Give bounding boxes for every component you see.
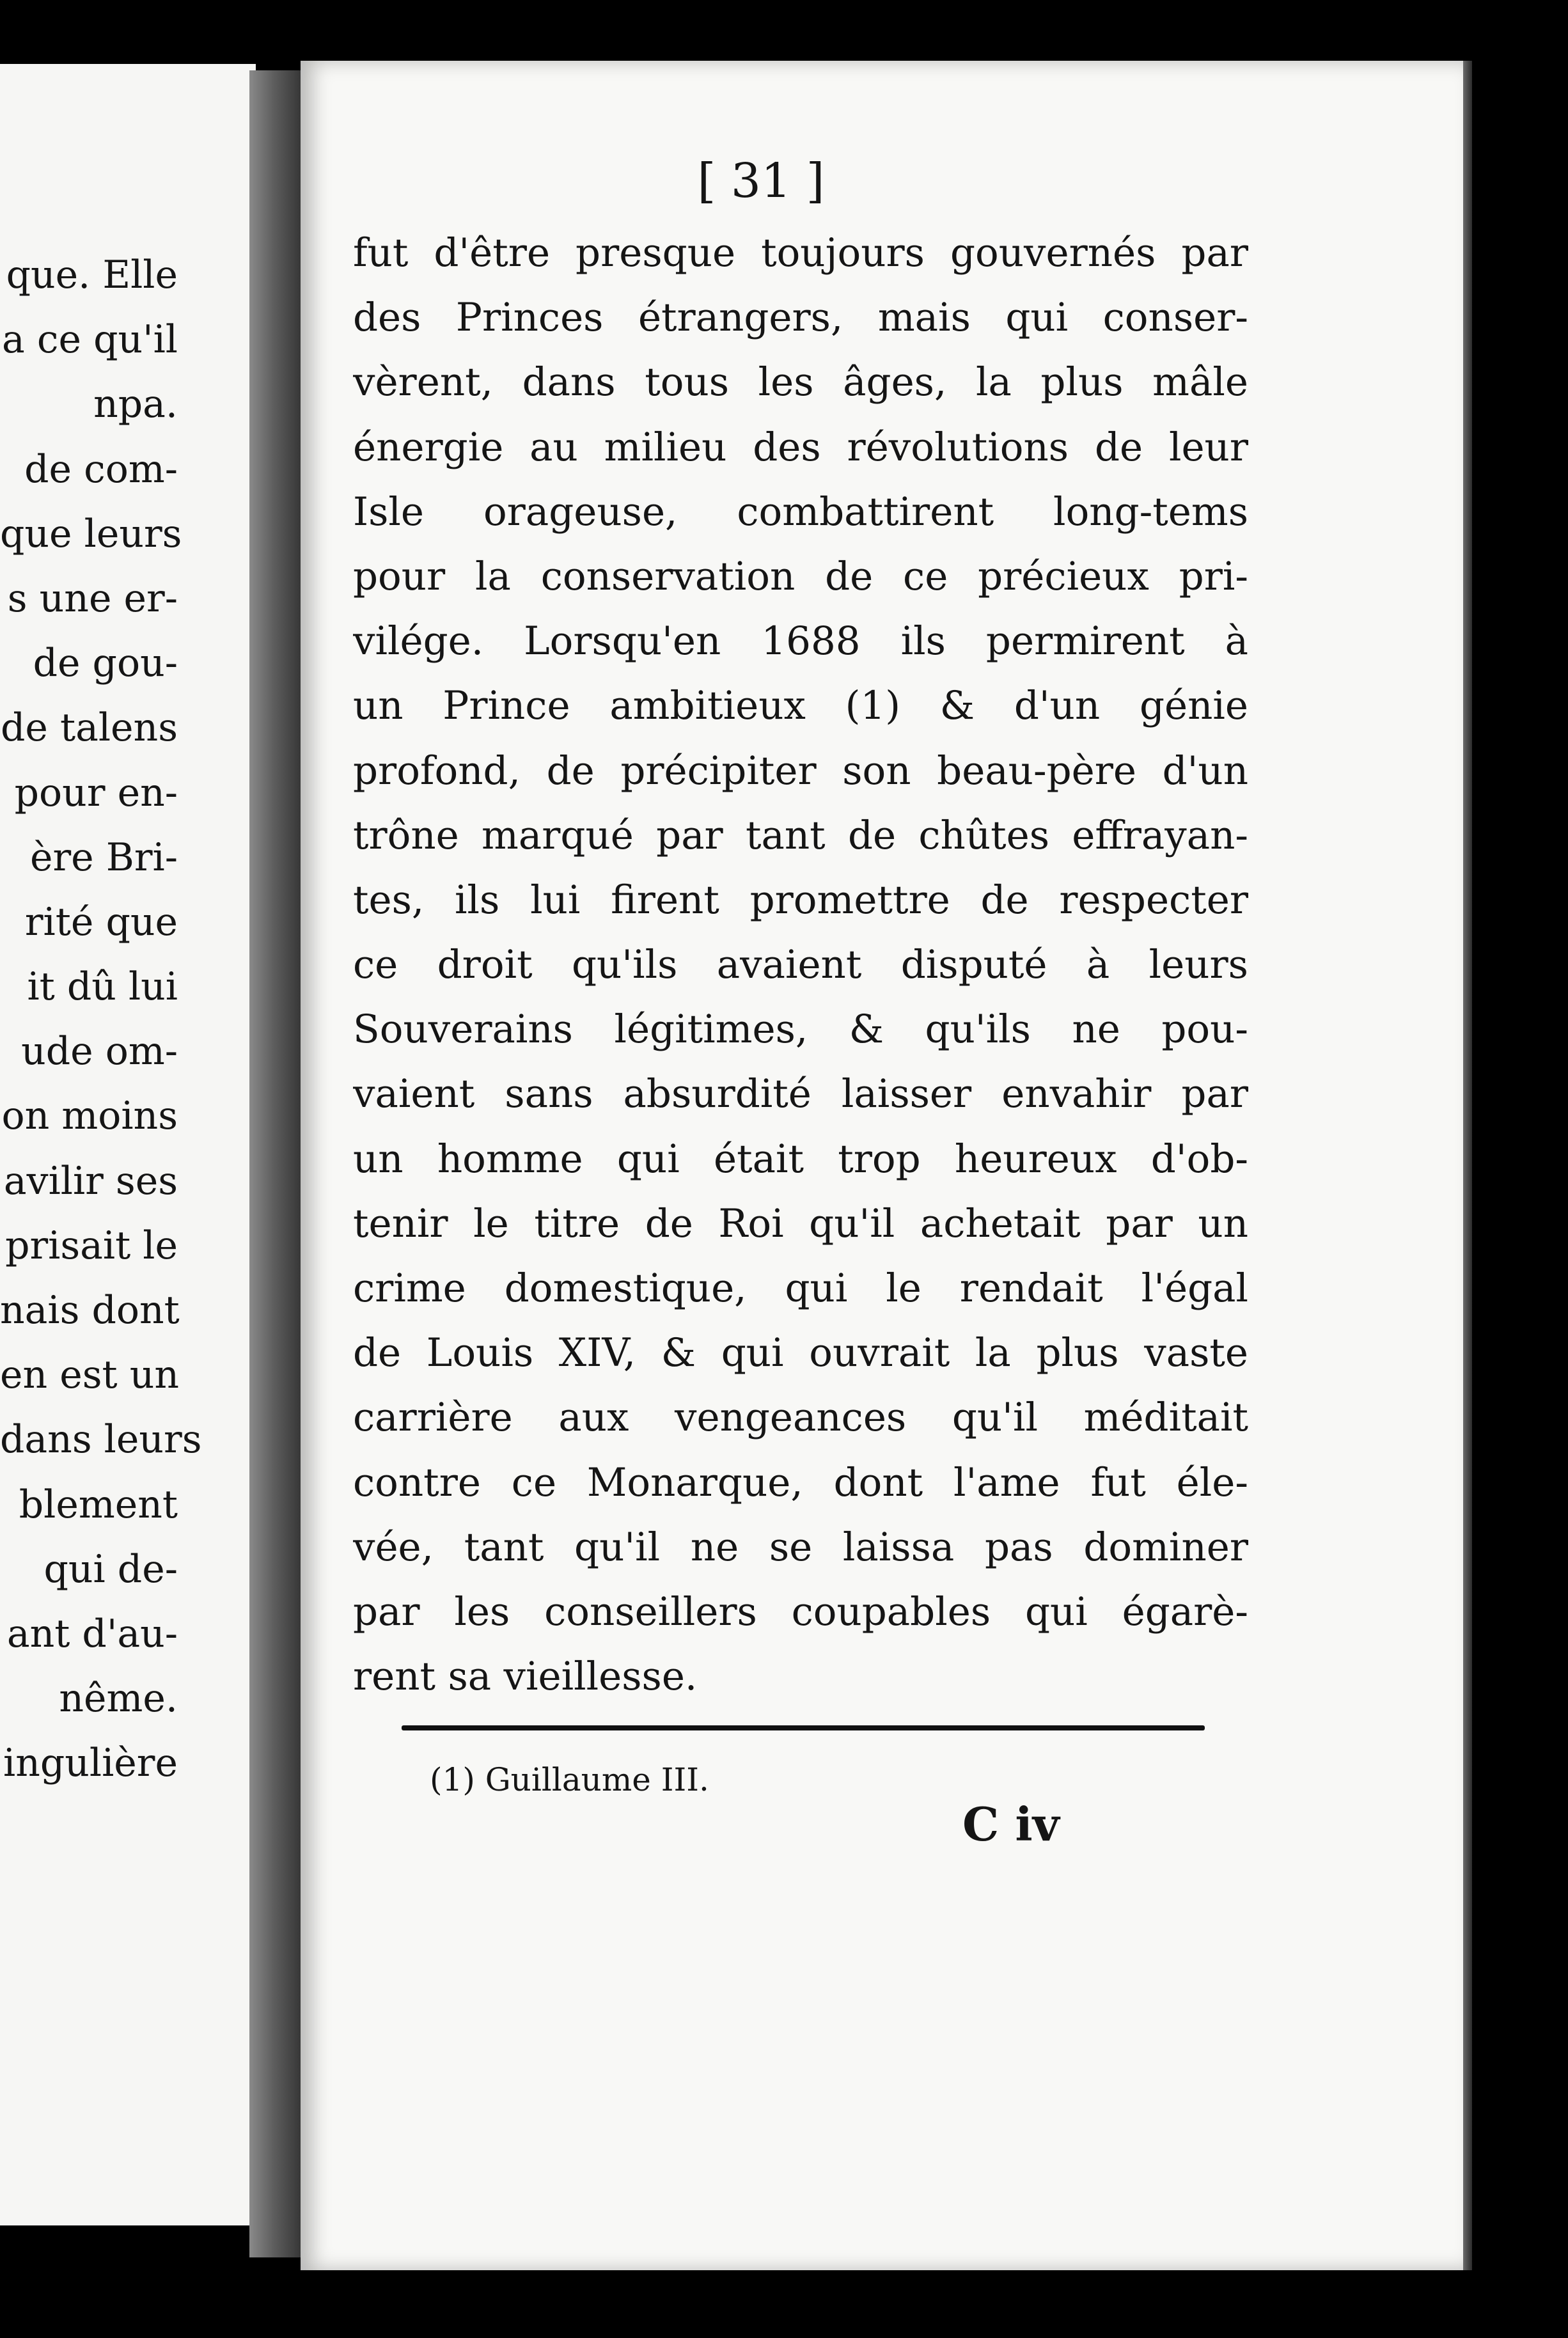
text-line: tes, ils lui firent promettre de respecter: [353, 877, 1248, 923]
text-line: ingulière: [3, 1741, 178, 1786]
text-line: vaient sans absurdité laisser envahir par: [353, 1071, 1248, 1117]
text-line: npa.: [93, 382, 178, 427]
text-line: de com-: [24, 446, 178, 492]
text-line: que leurs: [0, 511, 182, 556]
text-line: it dû lui: [27, 964, 178, 1010]
text-line: ère Bri-: [29, 835, 178, 880]
text-line: crime domestique, qui le rendait l'égal: [353, 1266, 1248, 1311]
text-line: énergie au milieu des révolutions de leur: [353, 424, 1248, 470]
text-line: des Princes étrangers, mais qui conser-: [353, 295, 1248, 341]
text-line: qui de-: [43, 1546, 178, 1592]
text-line: un Prince ambitieux (1) & d'un génie: [353, 683, 1248, 729]
text-line: ude om-: [21, 1029, 178, 1074]
text-line: vilége. Lorsqu'en 1688 ils permirent à: [353, 618, 1248, 664]
text-line: Isle orageuse, combattirent long-tems: [353, 489, 1248, 535]
signature-mark: C iv: [962, 1797, 1060, 1851]
text-line: blement: [19, 1482, 178, 1527]
text-line: pour en-: [14, 770, 178, 815]
text-line: carrière aux vengeances qu'il méditait: [353, 1395, 1248, 1441]
text-line: fut d'être presque toujours gouvernés par: [353, 230, 1248, 276]
text-line: de gou-: [33, 641, 178, 686]
page-edge: [1463, 61, 1472, 2270]
text-line: tenir le titre de Roi qu'il achetait par un: [353, 1200, 1248, 1246]
text-line: un homme qui était trop heureux d'ob-: [353, 1136, 1248, 1182]
text-line: a ce qu'il: [2, 317, 178, 363]
text-line: on moins: [1, 1094, 178, 1139]
text-line: rité que: [24, 899, 178, 945]
text-line: vée, tant qu'il ne se laissa pas dominer: [353, 1524, 1248, 1570]
text-line: nais dont: [0, 1288, 180, 1333]
text-line: ce droit qu'ils avaient disputé à leurs: [353, 942, 1248, 988]
text-line: que. Elle: [6, 253, 178, 297]
text-line: rent sa vieillesse.: [353, 1654, 698, 1700]
text-line: contre ce Monarque, dont l'ame fut éle-: [353, 1459, 1248, 1505]
text-line: s une er-: [7, 576, 178, 621]
footnote-rule: [402, 1725, 1205, 1730]
text-line: vèrent, dans tous les âges, la plus mâle: [353, 359, 1248, 405]
left-page-text: [0, 243, 256, 1796]
text-line: avilir ses: [3, 1158, 178, 1204]
text-line: prisait le: [5, 1223, 178, 1268]
body-text: [353, 221, 1248, 1709]
text-line: ant d'au-: [6, 1611, 178, 1656]
text-line: Souverains légitimes, & qu'ils ne pou-: [353, 1007, 1248, 1053]
text-line: en est un: [0, 1353, 179, 1398]
text-line: de talens: [0, 705, 178, 751]
text-line: de Louis XIV, & qui ouvrait la plus vaste: [353, 1330, 1248, 1376]
left-page: [0, 64, 256, 2225]
page-number: [ 31 ]: [697, 153, 825, 208]
text-line: nême.: [59, 1676, 178, 1722]
text-line: pour la conservation de ce précieux pri-: [353, 553, 1248, 599]
text-line: par les conseillers coupables qui égarè-: [353, 1589, 1248, 1635]
text-line: dans leurs: [0, 1417, 202, 1463]
footnote: (1) Guillaume III.: [430, 1761, 709, 1798]
text-line: trône marqué par tant de chûtes effrayan-: [353, 812, 1248, 858]
text-line: profond, de précipiter son beau-père d'un: [353, 748, 1248, 794]
